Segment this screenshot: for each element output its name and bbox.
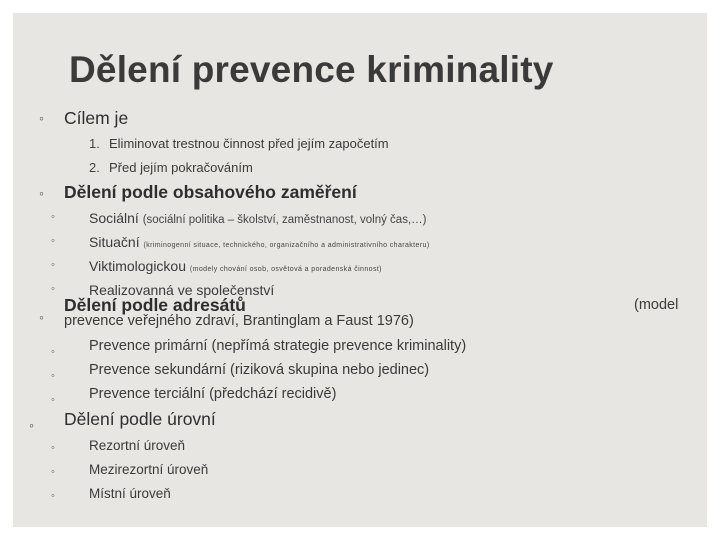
list-item-detail: (kriminogenní situace, technického, organizačního a administrativního charakteru) (143, 242, 430, 249)
list-marker: 2. (89, 160, 100, 175)
sub-bullet-icon: ◦ (51, 283, 55, 295)
section-heading-goal: Cílem je (64, 108, 129, 128)
list-marker: 1. (89, 136, 100, 151)
list-item: Prevence terciální (předchází recidivě) (89, 386, 337, 402)
list-item-detail: (sociální politika – školství, zaměstnanost, volný čas,…) (142, 214, 427, 226)
list-item-detail: (modely chování osob, osvětová a poradenská činnost) (189, 266, 382, 273)
section-note: (model (634, 297, 679, 313)
sub-bullet-icon: ◦ (51, 394, 55, 406)
slide (13, 13, 707, 527)
list-item: Sociální (sociální politika – školství, zaměstnanost, volný čas,…) (89, 210, 427, 226)
section-heading-levels: Dělení podle úrovní (64, 409, 216, 429)
sub-bullet-icon: ◦ (51, 466, 55, 478)
sub-bullet-icon: ◦ (51, 211, 55, 223)
list-item: Rezortní úroveň (89, 438, 186, 453)
sub-bullet-icon: ◦ (51, 235, 55, 247)
bullet-icon: ◦ (29, 417, 34, 433)
sub-bullet-icon: ◦ (51, 259, 55, 271)
sub-bullet-icon: ◦ (51, 442, 55, 454)
bullet-icon: ◦ (39, 110, 44, 126)
list-item: Prevence sekundární (riziková skupina nebo jedinec) (89, 362, 430, 378)
list-item: Mezirezortní úroveň (89, 462, 209, 477)
list-item: Realizovanná ve společenství (89, 282, 275, 298)
bullet-icon: ◦ (39, 309, 44, 325)
section-heading-content: Dělení podle obsahového zaměření (64, 182, 357, 202)
list-item: Prevence primární (nepřímá strategie prevence kriminality) (89, 338, 467, 354)
section-heading-recipients: Dělení podle adresátů (64, 295, 246, 315)
bullet-icon: ◦ (39, 185, 44, 201)
list-item: Situační (kriminogenní situace, technického, organizačního a administrativního charakteru) (89, 234, 430, 250)
slide-title: Dělení prevence kriminality (69, 49, 554, 90)
sub-bullet-icon: ◦ (51, 490, 55, 502)
sub-bullet-icon: ◦ (51, 370, 55, 382)
list-item: Před jejím pokračováním (109, 160, 253, 175)
list-item: Eliminovat trestnou činnost před jejím započetím (109, 136, 389, 151)
sub-bullet-icon: ◦ (51, 346, 55, 358)
list-item: Viktimologickou (modely chování osob, osvětová a poradenská činnost) (89, 258, 382, 274)
section-note-continuation: prevence veřejného zdraví, Brantinglam a Faust 1976) (64, 313, 414, 329)
list-item: Místní úroveň (89, 486, 171, 501)
